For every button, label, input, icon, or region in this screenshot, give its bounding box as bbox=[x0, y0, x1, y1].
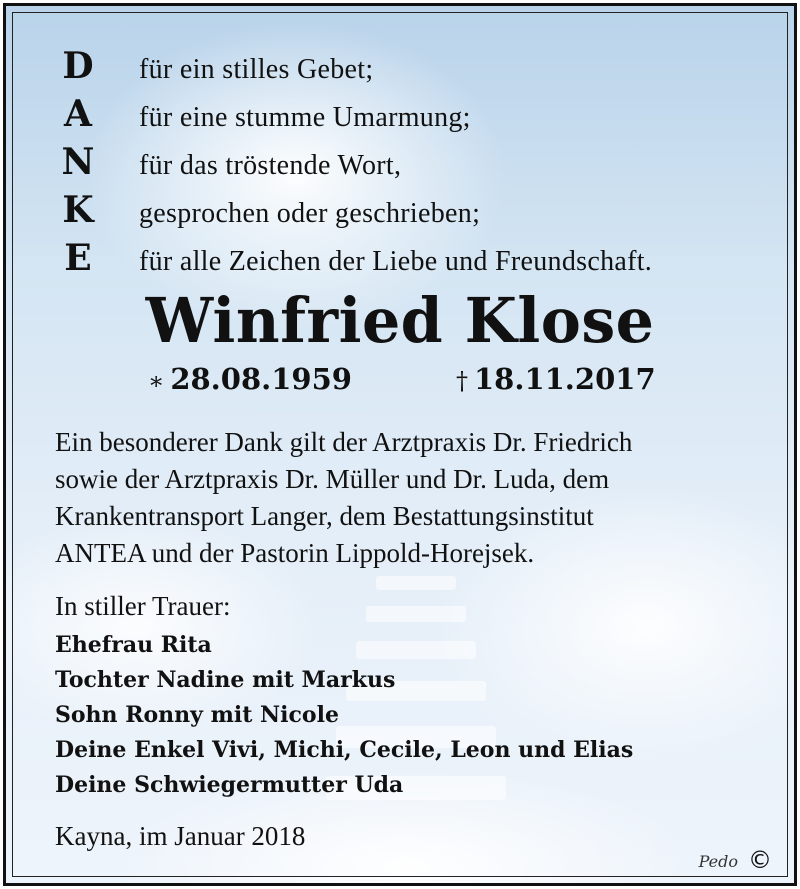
copyright-icon: © bbox=[748, 846, 772, 874]
danke-letter: D bbox=[62, 45, 94, 87]
obituary-card bbox=[3, 3, 797, 886]
danke-letter: N bbox=[61, 141, 95, 183]
place-date: Kayna, im Januar 2018 bbox=[55, 821, 306, 851]
family-member: Deine Schwiegermutter Uda bbox=[55, 772, 404, 798]
birth-date-text: 28.08.1959 bbox=[170, 362, 352, 396]
danke-line: gesprochen oder geschrieben; bbox=[139, 198, 481, 229]
danke-letter: K bbox=[62, 189, 94, 231]
thanks-line: ANTEA und der Pastorin Lippold-Horejsek. bbox=[55, 538, 535, 568]
family-member: Ehefrau Rita bbox=[55, 632, 212, 658]
birth-star-icon: ∗ bbox=[148, 367, 165, 395]
thanks-line: Krankentransport Langer, dem Bestattungsinstitut bbox=[55, 501, 594, 531]
death-cross-icon: † bbox=[456, 367, 468, 395]
danke-line: für das tröstende Wort, bbox=[139, 150, 402, 181]
deceased-name: Winfried Klose bbox=[145, 284, 655, 357]
thanks-line: sowie der Arztpraxis Dr. Müller und Dr. Luda, dem bbox=[55, 464, 610, 494]
mourning-label: In stiller Trauer: bbox=[55, 591, 231, 621]
danke-vertical-word bbox=[48, 42, 108, 282]
family-member: Tochter Nadine mit Markus bbox=[55, 667, 396, 693]
danke-line: für eine stumme Umarmung; bbox=[139, 102, 471, 133]
danke-letter: A bbox=[64, 93, 92, 135]
special-thanks bbox=[55, 424, 775, 572]
birth-date bbox=[148, 362, 352, 396]
danke-lines bbox=[139, 50, 652, 290]
family-member: Sohn Ronny mit Nicole bbox=[55, 702, 339, 728]
danke-letter: E bbox=[64, 237, 92, 279]
danke-line: für alle Zeichen der Liebe und Freundschaft. bbox=[139, 246, 653, 277]
family-list bbox=[55, 628, 633, 803]
thanks-line: Ein besonderer Dank gilt der Arztpraxis Dr. Friedrich bbox=[55, 427, 633, 457]
designer-signature: Pedo bbox=[698, 852, 738, 871]
family-member: Deine Enkel Vivi, Michi, Cecile, Leon und Elias bbox=[55, 737, 634, 763]
danke-line: für ein stilles Gebet; bbox=[139, 54, 374, 85]
death-date bbox=[456, 362, 656, 396]
death-date-text: 18.11.2017 bbox=[474, 362, 656, 396]
